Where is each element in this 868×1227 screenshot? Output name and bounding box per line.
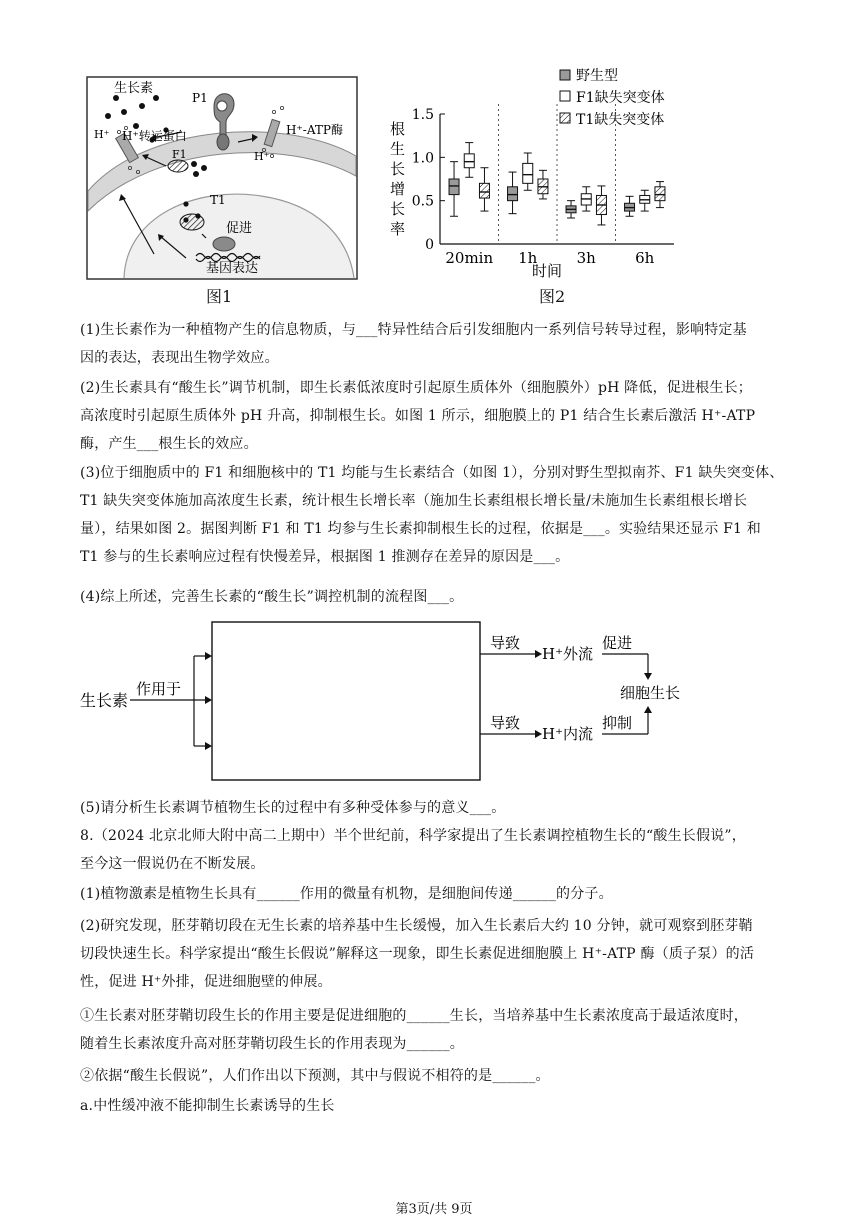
flowchart xyxy=(76,612,716,788)
box-body xyxy=(449,179,459,195)
page-footer: 第3页/共 9页 xyxy=(395,1202,473,1217)
q7-p1-line2: 因的表达，表现出生物学效应。 xyxy=(80,350,279,366)
q8-opt-a: a.中性缓冲液不能抑制生长素诱导的生长 xyxy=(80,1098,335,1114)
f1-protein xyxy=(168,160,188,172)
box-2-2 xyxy=(596,186,606,225)
t1-complex xyxy=(213,237,235,251)
flow-h-influx: H⁺内流 xyxy=(542,725,593,743)
box-0-0 xyxy=(449,162,459,217)
box-body xyxy=(508,187,518,201)
q7-p1-line1: (1)生长素作为一种植物产生的信息物质，与___特异性结合后引发细胞内一系列信号转导过程，影响特定基 xyxy=(80,322,747,338)
box-2-3 xyxy=(655,182,665,208)
y-tick-label: 0 xyxy=(425,237,434,253)
q8-header xyxy=(80,822,792,878)
box-1-3 xyxy=(640,190,650,211)
flow-acts-on: 作用于 xyxy=(136,680,182,698)
x-tick-label: 3h xyxy=(576,249,596,267)
box-1-0 xyxy=(464,143,474,178)
q7-part-3 xyxy=(80,459,792,571)
flow-cell-growth: 细胞生长 xyxy=(620,684,681,702)
label-f1: F1 xyxy=(172,148,187,161)
box-body xyxy=(655,187,665,201)
flow-h-efflux: H⁺外流 xyxy=(542,645,593,663)
q7-p2-line1: (2)生长素具有“酸生长”调节机制，即生长素低浓度时引起原生质体外（细胞膜外）pH 降低，促进根生长； xyxy=(80,380,752,396)
q7-part-4 xyxy=(80,583,792,611)
q8-p2-line3: 性，促进 H⁺外排，促进细胞壁的伸展。 xyxy=(80,974,332,990)
label-promote: 促进 xyxy=(226,221,253,236)
q8-part-1 xyxy=(80,880,792,908)
q8-s1-line1: ①生长素对胚芽鞘切段生长的作用主要是促进细胞的______生长，当培养基中生长素浓度高于最适浓度时， xyxy=(80,1008,748,1024)
flowchart-blank-box xyxy=(212,622,480,780)
box-body xyxy=(523,163,533,183)
box-body xyxy=(464,154,474,168)
flow-auxin: 生长素 xyxy=(80,691,129,710)
label-t1: T1 xyxy=(210,193,226,207)
q7-p3-line4: T1 参与的生长素响应过程有快慢差异，根据图 1 推测存在差异的原因是___。 xyxy=(80,549,570,565)
flow-leads-to-bottom: 导致 xyxy=(490,714,521,732)
q7-p3-line3: 量），结果如图 2。据图判断 F1 和 T1 均参与生长素抑制根生长的过程，依据是___。实验结果还显示 F1 和 xyxy=(80,521,761,537)
q8-s1-line2: 随着生长素浓度升高对胚芽鞘切段生长的作用表现为______。 xyxy=(80,1036,464,1052)
svg-text:长: 长 xyxy=(390,160,406,178)
label-h-left: H⁺ xyxy=(94,128,110,141)
q8-sub-1 xyxy=(80,1002,792,1058)
figure-2-caption: 图2 xyxy=(539,287,566,306)
x-tick-label: 6h xyxy=(635,249,655,267)
q8-header-line2: 至今这一假说仍在不断发展。 xyxy=(80,856,265,872)
label-h-right: H⁺ xyxy=(254,150,270,163)
box-body xyxy=(479,183,489,198)
q7-p2-line3: 酶，产生___根生长的效应。 xyxy=(80,436,258,452)
q7-part-5 xyxy=(80,794,792,822)
q8-header-line1: 8.（2024 北京北师大附中高二上期中）半个世纪前，科学家提出了生长素调控植物生长的“酸生长假说”， xyxy=(80,828,746,844)
figure-2-box-plot xyxy=(384,62,704,284)
label-p1: P1 xyxy=(192,91,208,105)
flow-leads-to-top: 导致 xyxy=(490,634,521,652)
q7-part-1 xyxy=(80,316,792,372)
y-axis-label xyxy=(390,120,405,238)
flow-inhibit: 抑制 xyxy=(602,714,633,732)
x-tick-label: 1h xyxy=(518,249,538,267)
label-auxin: 生长素 xyxy=(114,81,154,96)
q8-p1: (1)植物激素是植物生长具有______作用的微量有机物，是细胞间传递______的分子。 xyxy=(80,886,613,902)
svg-text:生: 生 xyxy=(390,140,406,158)
flow-promote: 促进 xyxy=(602,634,633,652)
legend-f1-mutant: F1缺失突变体 xyxy=(576,90,665,106)
label-gene-expression: 基因表达 xyxy=(206,261,259,276)
t1-protein xyxy=(180,214,204,230)
q8-sub-2 xyxy=(80,1062,792,1090)
svg-text:长: 长 xyxy=(390,200,406,218)
y-tick-label: 0.5 xyxy=(411,193,434,210)
q7-p2-line2: 高浓度时引起原生质体外 pH 升高，抑制根生长。如图 1 所示，细胞膜上的 P1 结合生长素后激活 H⁺-ATP xyxy=(80,408,756,424)
y-tick-label: 1.5 xyxy=(411,107,434,123)
box-2-1 xyxy=(538,170,548,199)
box-1-2 xyxy=(581,187,591,211)
box-0-2 xyxy=(566,201,576,218)
box-1-1 xyxy=(523,153,533,190)
y-tick-label: 1.0 xyxy=(411,150,434,167)
label-h-atpase: H⁺-ATP酶 xyxy=(286,123,343,137)
q8-part-2 xyxy=(80,912,792,996)
figure-1-cell-diagram xyxy=(86,76,358,280)
q8-option-a xyxy=(80,1092,792,1120)
q8-p2-line1: (2)研究发现，胚芽鞘切段在无生长素的培养基中生长缓慢，加入生长素后大约 10 分钟，就可观察到胚芽鞘 xyxy=(80,918,753,934)
x-axis-label: 时间 xyxy=(532,262,563,280)
q7-p3-line2: T1 缺失突变体施加高浓度生长素，统计根生长增长率（施加生长素组根长增长量/未施加生长素组根长增长 xyxy=(80,493,748,509)
box-0-1 xyxy=(508,172,518,214)
q7-p4: (4)综上所述，完善生长素的“酸生长”调控机制的流程图___。 xyxy=(80,589,464,605)
q8-p2-line2: 切段快速生长。科学家提出“酸生长假说”解释这一现象，即生长素促进细胞膜上 H⁺-ATP 酶（质子泵）的活 xyxy=(80,946,755,962)
q8-s2: ②依据“酸生长假说”，人们作出以下预测，其中与假说不相符的是______。 xyxy=(80,1068,550,1084)
svg-text:率: 率 xyxy=(390,220,406,238)
legend-t1-mutant: T1缺失突变体 xyxy=(576,112,665,128)
legend-wild-type: 野生型 xyxy=(576,68,618,84)
box-0-3 xyxy=(625,196,635,216)
x-tick-label: 20min xyxy=(445,249,494,267)
q7-p5: (5)请分析生长素调节植物生长的过程中有多种受体参与的意义___。 xyxy=(80,800,506,816)
figure-1-caption: 图1 xyxy=(206,287,233,306)
box-2-0 xyxy=(479,168,489,211)
svg-text:根: 根 xyxy=(390,120,406,138)
q7-part-2 xyxy=(80,374,792,458)
legend xyxy=(560,67,665,128)
label-h-transporter: H⁺转运蛋白 xyxy=(122,129,187,143)
svg-text:增: 增 xyxy=(390,180,406,198)
q7-p3-line1: (3)位于细胞质中的 F1 和细胞核中的 T1 均能与生长素结合（如图 1），分别对野生型拟南芥、F1 缺失突变体、 xyxy=(80,465,784,481)
